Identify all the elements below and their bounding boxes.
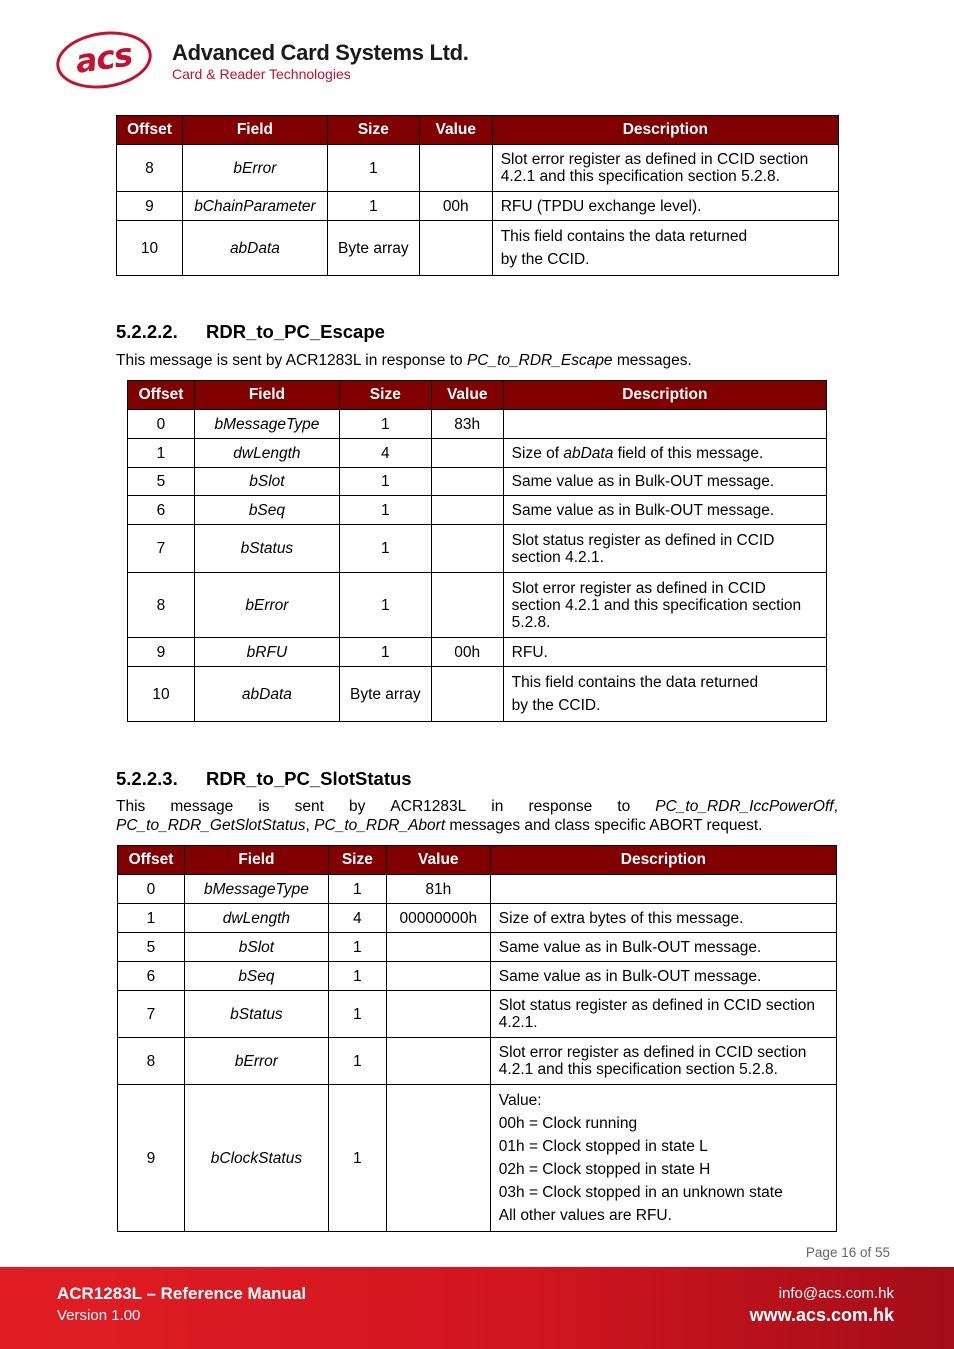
table-row bbox=[118, 1038, 837, 1085]
cell-size: 1 bbox=[328, 933, 386, 962]
cell-offset: 1 bbox=[118, 904, 185, 933]
cell-field: bError bbox=[182, 145, 327, 192]
cell-value bbox=[419, 221, 492, 276]
cell-size: Byte array bbox=[327, 221, 419, 276]
slotstatus-table bbox=[117, 845, 837, 1232]
cell-field: bSeq bbox=[194, 496, 339, 525]
cell-description: Slot error register as defined in CCID section 4.2.1 and this specification section 5.2.8. bbox=[492, 145, 838, 192]
header-description: Description bbox=[490, 846, 836, 875]
section-intro bbox=[116, 797, 838, 835]
section-number: 5.2.2.3. bbox=[116, 768, 178, 789]
cell-size: 4 bbox=[339, 439, 431, 468]
cell-description bbox=[490, 875, 836, 904]
acs-logo-mark: acs bbox=[53, 26, 156, 95]
cell-offset: 9 bbox=[118, 1085, 185, 1232]
cell-offset: 6 bbox=[118, 962, 185, 991]
table-row bbox=[118, 875, 837, 904]
header-description: Description bbox=[503, 381, 826, 410]
cell-offset: 5 bbox=[118, 933, 185, 962]
cell-size: 1 bbox=[339, 573, 431, 638]
company-logo bbox=[56, 30, 476, 92]
cell-description: Slot status register as defined in CCID section 4.2.1. bbox=[490, 991, 836, 1038]
cell-field: bClockStatus bbox=[184, 1085, 328, 1232]
page-footer bbox=[0, 1267, 954, 1349]
header-size: Size bbox=[328, 846, 386, 875]
section-heading-escape bbox=[116, 321, 385, 343]
header-value: Value bbox=[419, 116, 492, 145]
cell-value bbox=[386, 1038, 490, 1085]
cell-size: 1 bbox=[339, 638, 431, 667]
cell-value bbox=[431, 496, 503, 525]
cell-field: bSeq bbox=[184, 962, 328, 991]
section-intro: This message is sent by ACR1283L in response to PC_to_RDR_Escape messages. bbox=[116, 352, 692, 369]
table-row bbox=[128, 468, 827, 496]
cell-value bbox=[431, 525, 503, 573]
cell-offset: 9 bbox=[117, 192, 183, 221]
escape-table bbox=[127, 380, 827, 722]
cell-description: Same value as in Bulk-OUT message. bbox=[503, 496, 826, 525]
header-field: Field bbox=[184, 846, 328, 875]
cell-size: 1 bbox=[328, 1038, 386, 1085]
footer-website-link[interactable]: www.acs.com.hk bbox=[749, 1305, 894, 1325]
cell-size: Byte array bbox=[339, 667, 431, 722]
cell-field: dwLength bbox=[194, 439, 339, 468]
table-row bbox=[118, 904, 837, 933]
table-row bbox=[128, 525, 827, 573]
page-number: Page 16 of 55 bbox=[805, 1245, 890, 1260]
section-heading-slotstatus bbox=[116, 768, 412, 790]
table-row bbox=[118, 991, 837, 1038]
table-row bbox=[117, 145, 839, 192]
cell-description: Same value as in Bulk-OUT message. bbox=[490, 933, 836, 962]
cell-description: RFU. bbox=[503, 638, 826, 667]
intro-line-1: This message is sent by ACR1283L in response to PC_to_RDR_IccPowerOff, bbox=[116, 798, 838, 815]
cell-field: bSlot bbox=[194, 468, 339, 496]
cell-description: Slot status register as defined in CCID section 4.2.1. bbox=[503, 525, 826, 573]
header-size: Size bbox=[327, 116, 419, 145]
header-description: Description bbox=[492, 116, 838, 145]
cell-size: 1 bbox=[339, 525, 431, 573]
company-tagline: Card & Reader Technologies bbox=[172, 66, 351, 82]
description-line: 00h = Clock running bbox=[498, 1115, 638, 1132]
cell-offset: 10 bbox=[117, 221, 183, 276]
table-header-row bbox=[117, 116, 839, 145]
cell-offset: 6 bbox=[128, 496, 195, 525]
footer-version: Version 1.00 bbox=[57, 1307, 141, 1324]
cell-offset: 9 bbox=[128, 638, 195, 667]
cell-size: 1 bbox=[328, 991, 386, 1038]
intro-line-2: PC_to_RDR_GetSlotStatus, PC_to_RDR_Abort messages and class specific ABORT request. bbox=[116, 817, 763, 834]
cell-value bbox=[431, 667, 503, 722]
description-line: Value: bbox=[498, 1092, 542, 1109]
cell-description: Same value as in Bulk-OUT message. bbox=[503, 468, 826, 496]
section-title: RDR_to_PC_Escape bbox=[206, 321, 385, 342]
header-offset: Offset bbox=[128, 381, 195, 410]
cell-offset: 7 bbox=[128, 525, 195, 573]
cell-value: 81h bbox=[386, 875, 490, 904]
cell-size: 1 bbox=[339, 468, 431, 496]
cell-offset: 0 bbox=[128, 410, 195, 439]
section-title: RDR_to_PC_SlotStatus bbox=[206, 768, 412, 789]
cell-description: Same value as in Bulk-OUT message. bbox=[490, 962, 836, 991]
cell-offset: 8 bbox=[128, 573, 195, 638]
table-header-row bbox=[118, 846, 837, 875]
cell-field: dwLength bbox=[184, 904, 328, 933]
header-value: Value bbox=[386, 846, 490, 875]
cell-size: 1 bbox=[328, 962, 386, 991]
table-row bbox=[128, 667, 827, 722]
cell-field: abData bbox=[194, 667, 339, 722]
table-row bbox=[128, 573, 827, 638]
description-line: by the CCID. bbox=[511, 697, 601, 714]
cell-field: bStatus bbox=[194, 525, 339, 573]
section-number: 5.2.2.2. bbox=[116, 321, 178, 342]
cell-field: bError bbox=[184, 1038, 328, 1085]
table-row bbox=[128, 638, 827, 667]
cell-value bbox=[431, 468, 503, 496]
footer-email-link[interactable]: info@acs.com.hk bbox=[778, 1285, 894, 1302]
cell-value: 00h bbox=[419, 192, 492, 221]
cell-field: bStatus bbox=[184, 991, 328, 1038]
cell-size: 1 bbox=[327, 145, 419, 192]
cell-offset: 8 bbox=[117, 145, 183, 192]
cell-field: bMessageType bbox=[184, 875, 328, 904]
cell-description bbox=[503, 667, 826, 722]
cell-offset: 7 bbox=[118, 991, 185, 1038]
cell-value: 00000000h bbox=[386, 904, 490, 933]
cell-offset: 8 bbox=[118, 1038, 185, 1085]
footer-document-title: ACR1283L – Reference Manual bbox=[57, 1284, 307, 1303]
description-line: This field contains the data returned bbox=[500, 228, 748, 245]
cell-size: 1 bbox=[339, 410, 431, 439]
description-line: 03h = Clock stopped in an unknown state bbox=[498, 1184, 783, 1201]
cell-size: 1 bbox=[339, 496, 431, 525]
table-row bbox=[117, 192, 839, 221]
cell-value: 00h bbox=[431, 638, 503, 667]
cell-description bbox=[492, 221, 838, 276]
description-line: 02h = Clock stopped in state H bbox=[498, 1161, 711, 1178]
cell-description bbox=[503, 410, 826, 439]
cell-field: bChainParameter bbox=[182, 192, 327, 221]
cell-value bbox=[431, 439, 503, 468]
description-line: by the CCID. bbox=[500, 251, 590, 268]
cell-field: bError bbox=[194, 573, 339, 638]
cell-value bbox=[386, 1085, 490, 1232]
cell-field: abData bbox=[182, 221, 327, 276]
cell-value bbox=[386, 991, 490, 1038]
table-row bbox=[118, 933, 837, 962]
cell-size: 1 bbox=[327, 192, 419, 221]
cell-size: 1 bbox=[328, 875, 386, 904]
cell-offset: 1 bbox=[128, 439, 195, 468]
table-row bbox=[128, 410, 827, 439]
table-row bbox=[128, 496, 827, 525]
table-row bbox=[117, 221, 839, 276]
cell-value bbox=[431, 573, 503, 638]
table-continued bbox=[116, 115, 839, 276]
header-offset: Offset bbox=[118, 846, 185, 875]
header-value: Value bbox=[431, 381, 503, 410]
description-line: 01h = Clock stopped in state L bbox=[498, 1138, 708, 1155]
cell-offset: 5 bbox=[128, 468, 195, 496]
cell-value bbox=[386, 962, 490, 991]
table-header-row bbox=[128, 381, 827, 410]
cell-size: 4 bbox=[328, 904, 386, 933]
cell-field: bMessageType bbox=[194, 410, 339, 439]
company-name: Advanced Card Systems Ltd. bbox=[172, 40, 469, 65]
cell-offset: 0 bbox=[118, 875, 185, 904]
cell-value bbox=[386, 933, 490, 962]
cell-field: bRFU bbox=[194, 638, 339, 667]
header-offset: Offset bbox=[117, 116, 183, 145]
description-line: This field contains the data returned bbox=[511, 674, 759, 691]
header-size: Size bbox=[339, 381, 431, 410]
cell-value: 83h bbox=[431, 410, 503, 439]
cell-size: 1 bbox=[328, 1085, 386, 1232]
cell-description bbox=[490, 1085, 836, 1232]
cell-description: RFU (TPDU exchange level). bbox=[492, 192, 838, 221]
cell-description: Slot error register as defined in CCID section 4.2.1 and this specification section 5.2.8. bbox=[503, 573, 826, 638]
cell-description: Size of extra bytes of this message. bbox=[490, 904, 836, 933]
cell-description: Slot error register as defined in CCID section 4.2.1 and this specification section 5.2.8. bbox=[490, 1038, 836, 1085]
description-line: All other values are RFU. bbox=[498, 1207, 672, 1224]
table-row bbox=[128, 439, 827, 468]
cell-description: Size of abData field of this message. bbox=[503, 439, 826, 468]
cell-offset: 10 bbox=[128, 667, 195, 722]
header-field: Field bbox=[182, 116, 327, 145]
header-field: Field bbox=[194, 381, 339, 410]
table-row bbox=[118, 962, 837, 991]
cell-field: bSlot bbox=[184, 933, 328, 962]
table-row bbox=[118, 1085, 837, 1232]
cell-value bbox=[419, 145, 492, 192]
